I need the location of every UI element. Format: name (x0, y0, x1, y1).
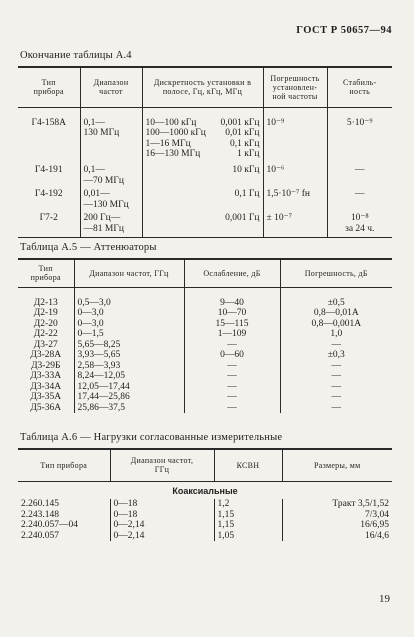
device-type-cell: Д3-33А (30, 371, 62, 381)
vswr-cell: 1,15 (214, 520, 282, 531)
table-a4-header-1: Диапазон частот (80, 67, 142, 107)
frequency-range-cell: 0—2,14 (110, 531, 214, 542)
table-row (18, 319, 392, 330)
table-row (18, 340, 392, 351)
device-type-cell: Д2-22 (33, 329, 58, 339)
attenuation-cell: — (184, 403, 280, 414)
device-type-cell: Г7-2 (18, 213, 80, 237)
frequency-error-cell: 1,5·10⁻⁷ fн (263, 189, 327, 213)
table-row (18, 350, 392, 361)
table-row (18, 165, 392, 189)
frequency-range-cell: 0,1— 130 МГц (80, 107, 142, 165)
device-type-cell: 2.260.145 (21, 499, 59, 509)
attenuation-cell: — (184, 361, 280, 372)
discreteness-step: 0,001 Гц (225, 213, 260, 223)
frequency-error-cell: 10⁻⁶ (263, 165, 327, 189)
device-type-cell: Д2-19 (33, 308, 58, 318)
frequency-range-cell: 0,5—3,0 (74, 287, 184, 308)
attenuation-cell: 15—115 (184, 319, 280, 330)
table-a5-header-2: Ослабление, дБ (184, 259, 280, 287)
frequency-range-cell: 0—2,14 (110, 520, 214, 531)
stability-cell: — (327, 165, 392, 189)
table-row (18, 189, 392, 213)
table-a6-header-0: Тип прибора (18, 449, 110, 481)
frequency-range-cell: 0—18 (110, 510, 214, 521)
device-type-cell: Д5-36А (30, 402, 62, 413)
device-type-cell: Г4-191 (34, 165, 63, 175)
vswr-cell: 1,2 (214, 499, 282, 510)
frequency-range-cell: 0—18 (110, 499, 214, 510)
table-row (18, 329, 392, 340)
frequency-range-cell: 12,05—17,44 (74, 382, 184, 393)
discreteness-cell (142, 165, 263, 189)
table-row (18, 403, 392, 414)
table-row (18, 382, 392, 393)
frequency-range-cell: 0,01— —130 МГц (80, 189, 142, 213)
error-cell: — (280, 340, 392, 351)
table-a6-caption: Таблица А.6 — Нагрузки согласованные измерительные (20, 432, 283, 443)
table-row (18, 107, 392, 165)
device-type-cell: Д3-27 (33, 339, 58, 350)
table-a6-header-2: КСВН (214, 449, 282, 481)
frequency-range-cell: 200 Гц— —81 МГц (80, 213, 142, 237)
dimensions-cell: 16/4,6 (282, 531, 392, 542)
page-number: 19 (379, 593, 390, 605)
device-type-cell: Г4-192 (34, 189, 63, 199)
device-type-cell: Д3-29Б (31, 360, 61, 371)
discreteness-step: 0,1 Гц (234, 189, 260, 199)
frequency-range-cell: 2,58—3,93 (74, 361, 184, 372)
table-a6 (18, 448, 392, 541)
stability-cell: — (327, 189, 392, 213)
section-row (18, 481, 392, 499)
device-type-cell: Д2-20 (33, 318, 58, 329)
frequency-range-cell: 0,1— —70 МГц (80, 165, 142, 189)
error-cell: 0,8—0,01А (280, 308, 392, 319)
table-a5 (18, 258, 392, 413)
dimensions-cell: Тракт 3,5/1,52 (282, 499, 392, 510)
stability-cell: 5·10⁻⁹ (327, 107, 392, 165)
frequency-range-cell: 0—3,0 (74, 319, 184, 330)
device-type-cell: Д2-13 (33, 297, 58, 308)
table-a4-caption: Окончание таблицы А.4 (20, 50, 132, 61)
attenuation-cell: — (184, 392, 280, 403)
frequency-range-cell: 0—1,5 (74, 329, 184, 340)
device-type-cell: 2.243.148 (21, 509, 59, 520)
attenuation-cell: 0—60 (184, 350, 280, 361)
stability-cell: 10⁻⁸ за 24 ч. (327, 213, 392, 237)
table-a5-caption: Таблица А.5 — Аттенюаторы (20, 242, 157, 253)
table-row (18, 371, 392, 382)
table-a4-header-0: Тип прибора (18, 67, 80, 107)
device-type-cell: Д3-28А (30, 350, 62, 360)
attenuation-cell: 10—70 (184, 308, 280, 319)
table-a4 (18, 66, 392, 238)
dimensions-cell: 16/6,95 (282, 520, 392, 531)
table-a5-header-1: Диапазон частот, ГГц (74, 259, 184, 287)
frequency-range-cell: 25,86—37,5 (74, 403, 184, 414)
device-type-cell: Г4-158А (31, 117, 67, 128)
discreteness-cell (142, 107, 263, 165)
dimensions-cell: 7/3,04 (282, 510, 392, 521)
vswr-cell: 1,15 (214, 510, 282, 521)
table-row (18, 392, 392, 403)
discreteness-step: 10 кГц (232, 165, 260, 175)
frequency-range-cell: 3,93—5,65 (74, 350, 184, 361)
table-row (18, 520, 392, 531)
device-type-cell: Д3-35А (30, 392, 62, 402)
table-row (18, 213, 392, 237)
table-a5-header-3: Погрешность, дБ (280, 259, 392, 287)
attenuation-cell: 9—40 (184, 287, 280, 308)
error-cell: 0,8—0,001А (280, 319, 392, 330)
table-a4-header-4: Стабиль- ность (327, 67, 392, 107)
table-row (18, 499, 392, 510)
table-row (18, 361, 392, 372)
table-row (18, 308, 392, 319)
attenuation-cell: 1—109 (184, 329, 280, 340)
table-a4-header-2: Дискретность установки в полосе, Гц, кГц, МГц (142, 67, 263, 107)
document-header: ГОСТ Р 50657—94 (296, 25, 392, 36)
error-cell: 1,0 (280, 329, 392, 340)
frequency-range-cell: 8,24—12,05 (74, 371, 184, 382)
frequency-range-cell: 17,44—25,86 (74, 392, 184, 403)
section-heading-coaxial: Коаксиальные (172, 485, 238, 496)
table-row (18, 510, 392, 521)
attenuation-cell: — (184, 371, 280, 382)
frequency-range-cell: 0—3,0 (74, 308, 184, 319)
table-a5-header-0: Тип прибора (18, 259, 74, 287)
discreteness-step: 0,001 кГц 0,01 кГц 0,1 кГц 1 кГц (220, 117, 260, 159)
device-type-cell: 2.240.057 (21, 530, 59, 541)
device-type-cell: Д3-34А (30, 381, 62, 392)
frequency-range-cell: 5,65—8,25 (74, 340, 184, 351)
error-cell: — (280, 382, 392, 393)
vswr-cell: 1,05 (214, 531, 282, 542)
table-a6-header-1: Диапазон частот, ГГц (110, 449, 214, 481)
frequency-error-cell: ± 10⁻⁷ (263, 213, 327, 237)
discreteness-cell (142, 189, 263, 213)
table-a4-header-3: Погрешность установлен- ной частоты (263, 67, 327, 107)
table-row (18, 287, 392, 308)
error-cell: — (280, 371, 392, 382)
error-cell: ±0,3 (280, 350, 392, 361)
frequency-error-cell: 10⁻⁹ (263, 107, 327, 165)
table-row (18, 531, 392, 542)
error-cell: — (280, 403, 392, 414)
attenuation-cell: — (184, 340, 280, 351)
error-cell: ±0,5 (280, 287, 392, 308)
error-cell: — (280, 392, 392, 403)
device-type-cell: 2.240.057—04 (21, 520, 78, 530)
discreteness-cell (142, 213, 263, 237)
table-a6-header-3: Размеры, мм (282, 449, 392, 481)
attenuation-cell: — (184, 382, 280, 393)
discreteness-band: 10—100 кГц 100—1000 кГц 1—16 МГц 16—130 МГц (145, 117, 206, 159)
error-cell: — (280, 361, 392, 372)
